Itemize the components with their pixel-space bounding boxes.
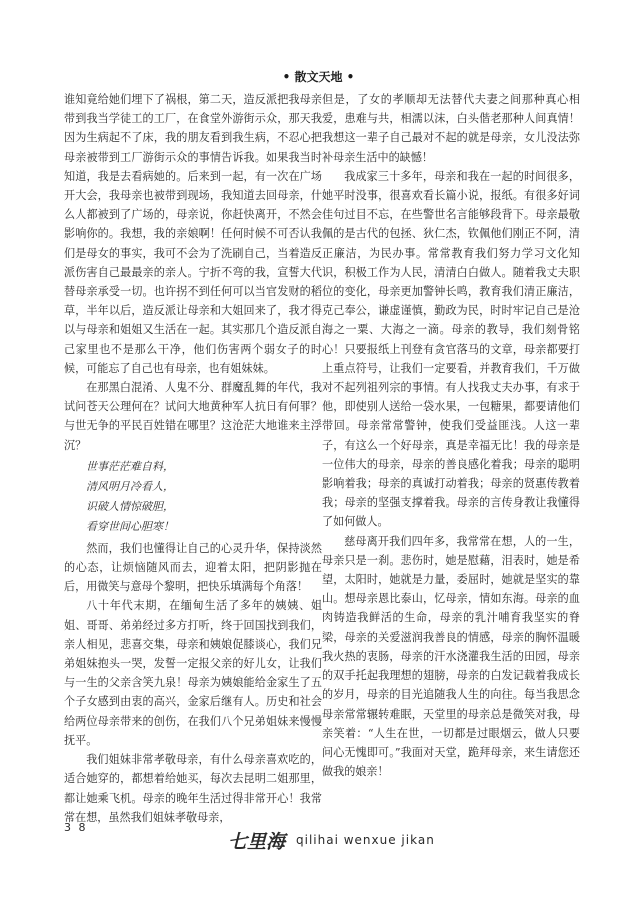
right-column [322, 90, 580, 779]
paragraph: 八十年代末期，在缅甸生活了多年的姨姨、姐姐、哥哥、弟弟经过多方打听，终于回国找到我们，亲人相见，悲喜交集，母亲和姨娘促膝谈心，我们兄弟姐妹抱头一哭，发誓一定报父亲的好儿女，让我们与一生的父亲含笑九泉！母亲为姨娘能给金家生了五个子女感到由衷的高兴，金家后继有人。历史和社会给两位母亲带来的创伤，在我们八个兄弟姐妹来慢慢抚平。 [64, 599, 322, 747]
poem-line: 看穿世间心胆寒！ [86, 519, 174, 533]
poem-line: 世事茫茫难自料， [86, 459, 174, 473]
paragraph: 我们姐妹非常孝敬母亲，有什么母亲喜欢吃的，适合她穿的，都想着给她买，每次去昆明二姐那里，都让她乘飞机。母亲的晚年生活过得非常开心！我常常在想，虽然我们姐妹孝敬母亲， [64, 753, 322, 824]
paragraph: 我成家三十多年，母亲和我在一起的时间很多，她平时没事，很喜欢看长篇小说，报纸。有很多好词佳句过目不忘，在些警世名言能够段背下。母亲最敬佩的是古代的包拯、狄仁杰，钦佩他们刚正不阿，清正廉洁，为民办事。常常教育我们努力学习文化知识，积极工作为人民，清清白白做人。随着我丈夫职位的变化，母亲更加警钟长鸣，教育我们清正廉洁，克己奉公，谦虚谨慎，勤政为民，时时牢记自己是沧海之一粟、大海之一滴。母亲的教导，我们刻骨铭心！只要报纸上刊登有贪官落马的文章，母亲都要打上重点符号，让我们一定要看，并教育我们，千万做对不起列祖列宗的事情。有人找我丈夫办事，有求于他，即使别人送给一袋水果，一包糖果，都要请他们带回。母亲常常警钟，使我们受益匪浅。人这一辈子，有这么一个好母亲，真是幸福无比！我的母亲是一位伟大的母亲，母亲的善良感化着我；母亲的聪明影响着我；母亲的真诚打动着我；母亲的贤惠传教着我；母亲的坚强支撑着我。母亲的言传身教让我懂得了如何做人。 [322, 169, 580, 529]
paragraph: 谁知竟给她们埋下了祸根，第二天，造反派把我母亲带到我当学徒工的工厂，在食堂外游街示众，那天我因为生病起不了床，我的朋友看到我生病，不忍心把母亲被带到工厂游街示众的事情告诉我。如果我当时知道，我是去看病她的。后来到一起，有一次在广场开大会，我母亲也被带到现场，我知道去回母亲，什么人都被到了广场的，母亲说，你赶快离开，不然会影响你的。我想，我的亲娘啊！任何时候不可否认我们是母女的事实，我可不会为了洗刷自己，当着造反派伤害自己最最亲的亲人。宁折不弯的我，宣誓大代替母亲承受一切。也许拐不到任何可以当官发财的稻草，半年以后，造反派让母亲和大姐回来了，我才得以与母亲和姐姐又生活在一起。其实那几个造反派自己家里也不是那么干净，他们伤害两个弱女子的时候，可能忘了自己也有母亲，也有姐妹妹。 [64, 93, 322, 375]
paragraph: 慈母离开我们四年多，我常常在想，人的一生，母亲只是一刹。悲伤时，她是慰藉，泪表时，她是希望，太阳时，她就是力量，委屈时，她就是坚实的靠山。想母亲恩比泰山，忆母亲，情如东海。母亲的血肉铸造我鲜活的生命，母亲的乳汁哺育我坚实的脊梁，母亲的关爱滋润我善良的情感，母亲的胸怀温暖我火热的衷肠，母亲的汗水浇灌我生活的田园，母亲的双手托起我理想的翅膀，母亲的白发记载着我成长的岁月，母亲的目光追随我人生的向往。每当我思念母亲常常辗转难眠，天堂里的母亲总是微笑对我，母亲笑着：“人生在世，一切都是过眼烟云，做人只要问心无愧即可。”我面对天堂，跪拜母亲，来生请您还做我的娘亲！ [322, 534, 580, 779]
poem-line: 清风明月冷看人， [86, 479, 174, 493]
paragraph: 然而，我们也懂得让自己的心灵升华，保持淡然的心态，让烦恼随风而去，迎着太阳，把阴影抛在后，用微笑与意母个黎明，把快乐填满每个角落！ [64, 541, 322, 594]
paragraph: 在那黑白混淆、人鬼不分、群魔乱舞的年代，我试问苍天公理何在？试问大地黄种军人抗日有何罪？与世无争的平民百姓错在哪里？这沧茫大地谁来主浮沉？ [64, 381, 322, 452]
magazine-subtitle: qilihai wenxue jikan [296, 833, 435, 847]
magazine-logo: 七里海 [228, 831, 286, 853]
section-header: • 散文天地 • [282, 70, 355, 84]
poem-line: 识破人情惊破胆， [86, 499, 174, 513]
poem [64, 457, 322, 537]
paragraph: 但是，了女的孝顺却无法替代夫妻之间那种真心相爱，患难与共，相濡以沫，白头偕老那种人间真情！我想这一辈子自己最对不起的就是母亲，女儿没法弥补母亲生活中的缺憾！ [322, 93, 580, 164]
left-column [64, 90, 322, 824]
page-number: 3 8 [64, 821, 88, 834]
